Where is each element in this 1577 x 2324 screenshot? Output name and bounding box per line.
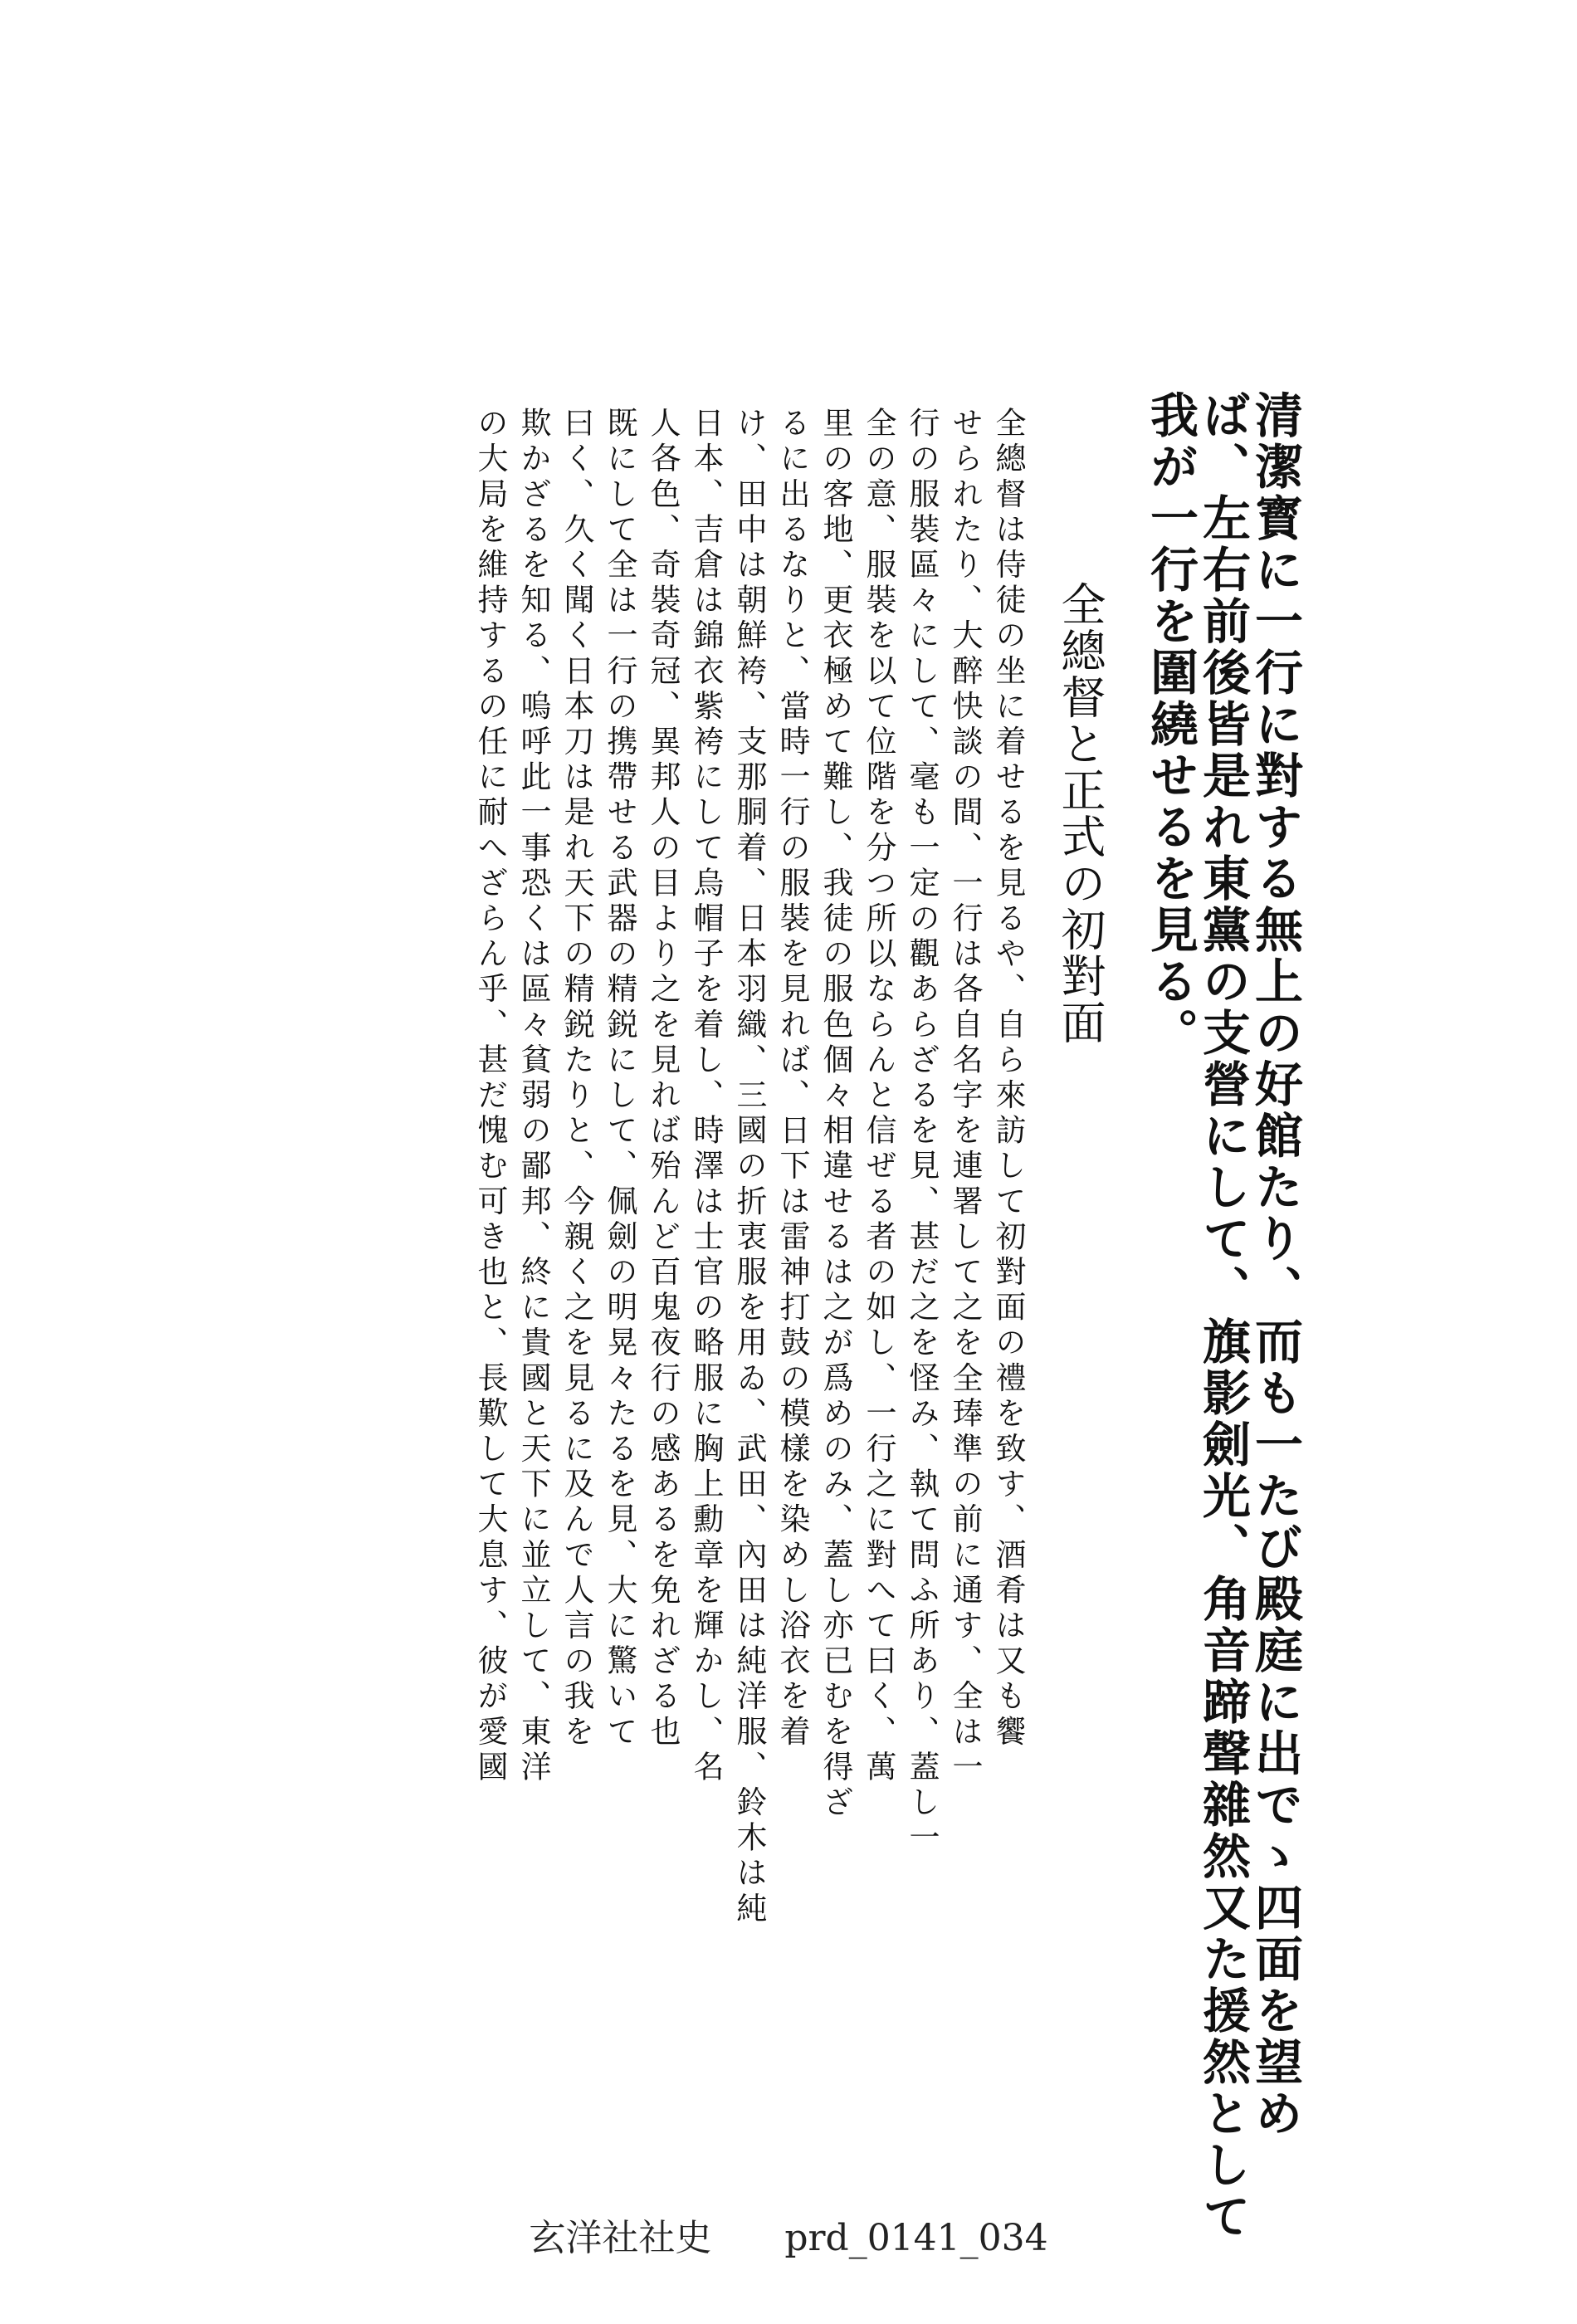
footer-caption: 玄洋社社史 prd_0141_034 [529,2217,1048,2259]
upper-paragraph-line-2: ば、左右前後皆是れ東黨の支營にして、旗影劍光、角音蹄聲雜然又た援然として [1194,390,1251,2243]
body-line-7: け、田中は朝鮮袴、支那胴着、日本羽織、三國の折衷服を用ゐ、武田、內田は純洋服、鈴木は純 [731,407,767,1927]
body-line-10: 既にして全は一行の携帶せる武器の精鋭にして、佩劍の明晃々たるを見、大に驚いて [602,407,637,1750]
body-line-2: せられたり、大醉快談の間、一行は各自名字を連署して之を全琫準の前に通す、全は一 [947,407,983,1786]
body-line-9: 人各色、奇裝奇冠、異邦人の目より之を見れば殆んど百鬼夜行の感あるを免れざる也 [645,407,681,1750]
body-line-5: 里の客地、更衣極めて難し、我徒の服色個々相違せるは之が爲めのみ、蓋し亦已むを得ざ [818,407,853,1821]
body-line-12: 欺かざるを知る、嗚呼此一事恐くは區々貧弱の鄙邦、終に貴國と天下に並立して、東洋 [515,407,551,1786]
body-line-3: 行の服裝區々にして、毫も一定の觀あらざるを見、甚だ之を怪み、執て問ふ所あり、蓋し一 [904,407,940,1857]
body-line-8: 日本、吉倉は錦衣紫袴にして烏帽子を着し、時澤は士官の略服に胸上勳章を輝かし、名 [688,407,724,1786]
upper-paragraph-line-1: 清潔寳に一行に對する無上の好館たり、而も一たび殿庭に出でゝ四面を望め [1247,390,1303,2140]
upper-paragraph-line-3: 我が一行を圍繞せるを見る。 [1142,390,1199,1059]
body-line-6: るに出るなりと、當時一行の服裝を見れば、日下は雷神打鼓の模樣を染めし浴衣を着 [774,407,810,1750]
body-line-1: 全總督は侍徒の坐に着せるを見るや、自ら來訪して初對面の禮を致す、酒肴は又も饗 [990,407,1026,1750]
section-heading: 全總督と正式の初對面 [1054,581,1106,1046]
body-line-11: 曰く、久く聞く日本刀は是れ天下の精鋭たりと、今親く之を見るに及んで人言の我を [559,407,594,1750]
body-line-13: の大局を維持するの任に耐へざらん乎、甚だ愧む可き也と、長歎して大息す、彼が愛國 [472,407,508,1786]
body-line-4: 全の意、服裝を以て位階を分つ所以ならんと信ぜる者の如し、一行之に對へて曰く、萬 [861,407,896,1786]
